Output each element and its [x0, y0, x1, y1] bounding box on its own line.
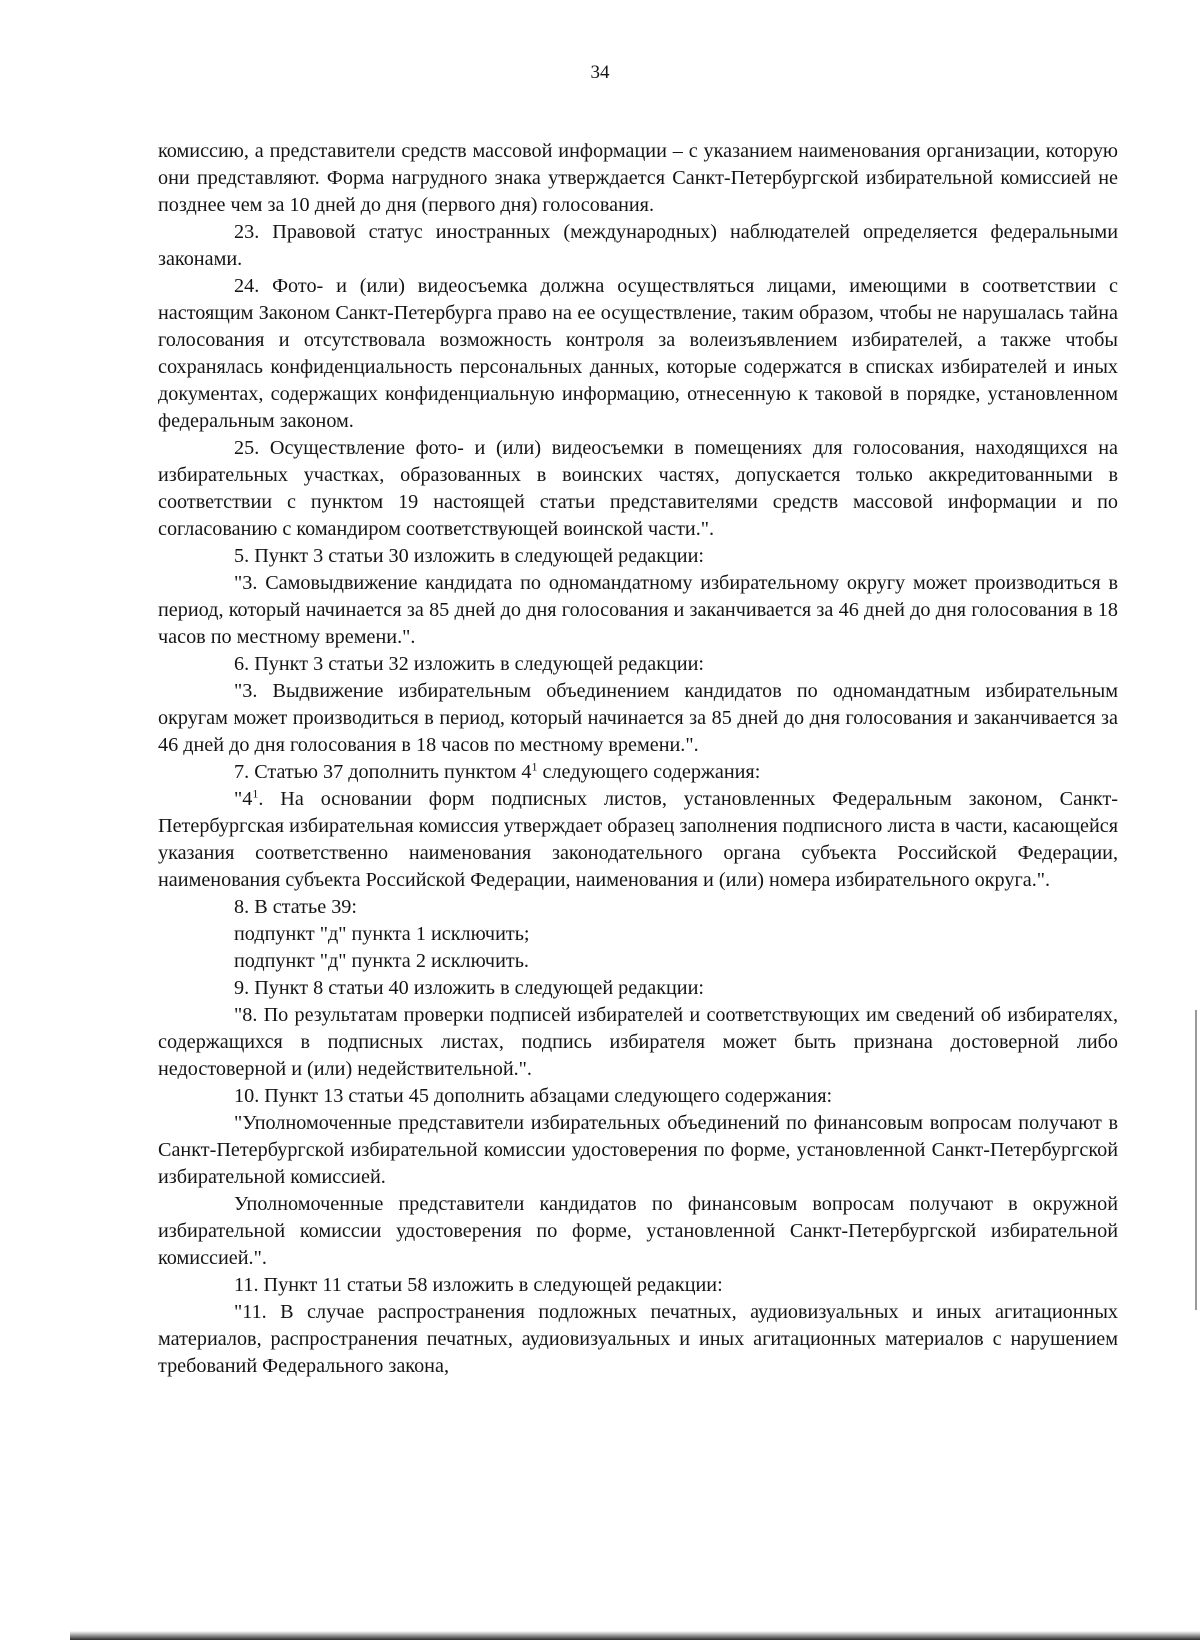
amendment-8-item-1: подпункт "д" пункта 1 исключить;: [234, 923, 530, 945]
amendment-5-text: "3. Самовыдвижение кандидата по одномандатному избирательному округу может производиться в период, который начинается за 85 дней до дня голосования и заканчивается за 46 дней до дня голосования в 18 часов по местному времени.".: [158, 572, 1118, 648]
amendment-5-heading: 5. Пункт 3 статьи 30 изложить в следующей редакции:: [234, 545, 705, 567]
paragraph-25: 25. Осуществление фото- и (или) видеосъемки в помещениях для голосования, находящихся на избирательных участках, образованных в воинских частях, допускается только аккредитованными в соответствии с пунктом 19 настоящей статьи представителями средств массовой информации и по согласованию с командиром соответствующей воинской части.".: [158, 437, 1118, 540]
amendment-11-heading: 11. Пункт 11 статьи 58 изложить в следующей редакции:: [234, 1274, 723, 1296]
amendment-8-item-2: подпункт "д" пункта 2 исключить.: [234, 950, 529, 972]
amendment-6-text: "3. Выдвижение избирательным объединением кандидатов по одномандатным избирательным округам может производиться в период, который начинается за 85 дней до дня голосования и заканчивается за 46 дней до дня голосования в 18 часов по местному времени.".: [158, 680, 1118, 756]
paragraph-23: 23. Правовой статус иностранных (международных) наблюдателей определяется федеральными законами.: [158, 221, 1118, 270]
amendment-9-heading: 9. Пункт 8 статьи 40 изложить в следующей редакции:: [234, 977, 705, 999]
page-number: 34: [590, 62, 610, 83]
scan-bottom-shadow: [70, 1631, 1200, 1640]
amendment-10-text-2: Уполномоченные представители кандидатов по финансовым вопросам получают в окружной избирательной комиссии удостоверения по форме, установленной Санкт-Петербургской избирательной комиссией.".: [158, 1193, 1118, 1269]
amendment-7-heading-text: 7. Статью 37 дополнить пунктом 4: [234, 761, 532, 783]
amendment-11-text: "11. В случае распространения подложных печатных, аудиовизуальных и иных агитационных материалов, распространения печатных, аудиовизуальных и иных агитационных материалов с нарушением требований Федерального закона,: [158, 1301, 1118, 1377]
amendment-6-heading: 6. Пункт 3 статьи 32 изложить в следующей редакции:: [234, 653, 705, 675]
paragraph-24: 24. Фото- и (или) видеосъемка должна осуществляться лицами, имеющими в соответствии с настоящим Законом Санкт-Петербурга право на ее осуществление, таким образом, чтобы не нарушалась тайна голосования и отсутствовала возможность контроля за волеизъявлением избирателей, а также чтобы сохранялась конфиденциальность персональных данных, которые содержатся в списках избирателей и иных документах, содержащих конфиденциальную информацию, отнесенную к таковой в порядке, установленном федеральным законом.: [158, 275, 1118, 432]
amendment-10-heading: 10. Пункт 13 статьи 45 дополнить абзацами следующего содержания:: [234, 1085, 833, 1107]
scan-edge-line: [1195, 1010, 1197, 1310]
paragraph-continuation: комиссию, а представители средств массовой информации – с указанием наименования организации, которую они представляют. Форма нагрудного знака утверждается Санкт-Петербургской избирательной комиссией не позднее чем за 10 дней до дня (первого дня) голосования.: [158, 140, 1118, 216]
amendment-7-heading-tail: следующего содержания:: [537, 761, 761, 783]
superscript: 1: [252, 786, 259, 801]
superscript: 1: [531, 759, 538, 774]
amendment-10-text-1: "Уполномоченные представители избирательных объединений по финансовым вопросам получают в Санкт-Петербургской избирательной комиссии удостоверения по форме, установленной Санкт-Петербургской избирательной комиссией.: [158, 1112, 1118, 1188]
amendment-7-text-start: "4: [234, 788, 253, 810]
amendment-9-text: "8. По результатам проверки подписей избирателей и соответствующих им сведений об избирателях, содержащихся в подписных листах, подпись избирателя может быть признана достоверной либо недостоверной и (или) недействительной.".: [158, 1004, 1118, 1080]
amendment-7-text: [158, 786, 1118, 894]
amendment-8-heading: 8. В статье 39:: [234, 896, 357, 918]
amendment-7-text-body: . На основании форм подписных листов, установленных Федеральным законом, Санкт-Петербургская избирательная комиссия утверждает образец заполнения подписного листа в части, касающейся указания соответственно наименования законодательного органа субъекта Российской Федерации, наименования субъекта Российской Федерации, наименования и (или) номера избирательного округа.".: [158, 788, 1118, 891]
amendment-7-heading: [158, 759, 1118, 786]
document-body: [158, 138, 1118, 1380]
